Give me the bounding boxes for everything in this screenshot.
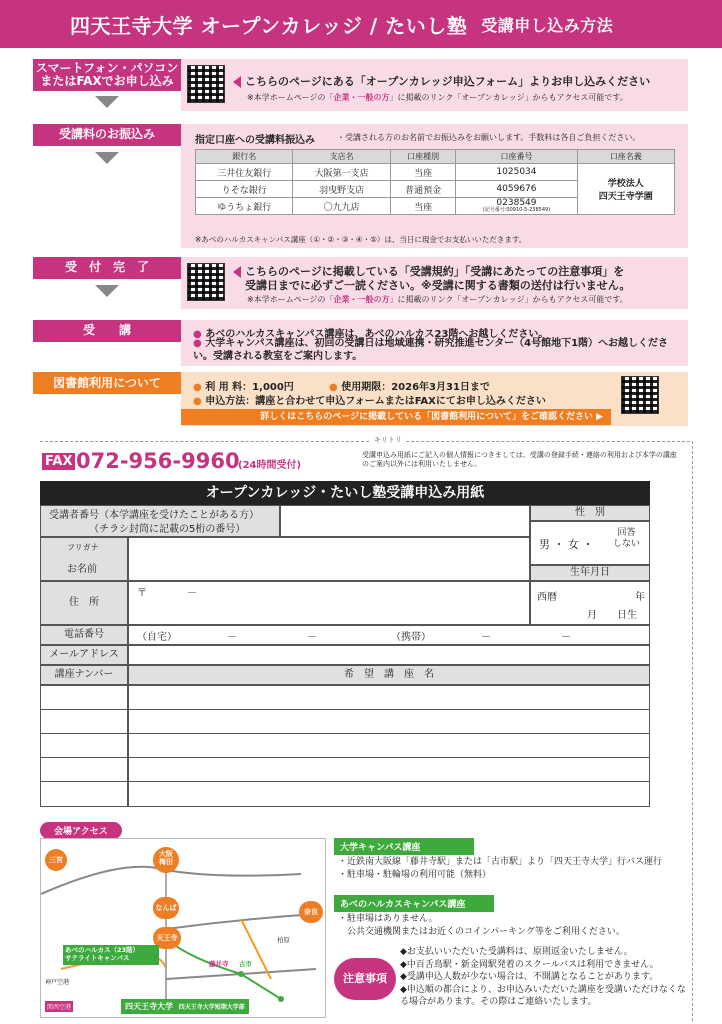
table-row: ゆうちょ銀行 〇九九店 当座 0238549 (記号番号:00910-5-238549)	[196, 198, 675, 215]
rules-line-2: 受講日までに必ずご一読ください。※受講に関する書類の送付は行いません。	[245, 279, 631, 292]
course-row-divider	[40, 781, 650, 782]
pointer-left-icon	[233, 76, 241, 88]
rules-note: ※本学ホームページの「企業・一般の方」に掲載のリンク「オープンカレッジ」からもアクセス可能です。	[247, 295, 628, 304]
phone-label: 電話番号	[40, 625, 128, 645]
station-furuichi: 古市	[239, 960, 252, 968]
step-attend-box: ● あべのハルカスキャンパス講座は、あべのハルカス23階へお越しください。 ● 大学キャンパス講座は、初回の受講日は地域連携・研究推進センター（4号館地下1階）へお越しください。受講される教室をご案内します。	[181, 320, 688, 366]
payment-footnote: ※あべのハルカスキャンパス講座（①・②・③・④・⑤）は、当日に現金でお支払いいただきます。	[195, 235, 527, 244]
payment-title-note: ・受講される方のお名前でお振込みをお願いします。手数料は各自ご負担ください。	[337, 133, 641, 142]
caution-item: ◆申込順の都合により、お申込みいただいた講座を受講いただけなくなる場合があります。その際はご連絡いたします。	[400, 984, 686, 1008]
course-name-column[interactable]	[128, 685, 650, 807]
fax-number[interactable]: 072-956-9960	[76, 449, 240, 473]
caution-item: ◆受講申込人数が少ない場合は、不開講となることがあります。	[400, 972, 659, 983]
phone-input[interactable]: （自宅） － － （携帯） － －	[128, 625, 650, 645]
library-fee: 利 用 料：1,000円	[205, 382, 294, 393]
col-holder: 口座名義	[577, 150, 674, 164]
qr-code-rules-icon[interactable]	[187, 263, 225, 301]
apply-instruction: こちらのページにある「オープンカレッジ申込フォーム」よりお申し込みください	[245, 75, 651, 88]
access-map	[40, 838, 326, 1018]
station-sannomiya: 三宮	[45, 849, 67, 871]
route-map-svg	[41, 839, 327, 1019]
gender-no-answer[interactable]: 回答 しない	[613, 528, 641, 549]
page-header	[0, 0, 722, 48]
address-label: 住 所	[40, 581, 128, 625]
cut-line-right	[692, 441, 693, 1021]
course-no-label: 講座ナンバー	[40, 665, 128, 685]
step-payment-box	[181, 124, 688, 248]
postal-mark: 〒 －	[137, 588, 197, 599]
station-namba: なんば	[153, 897, 179, 919]
library-box: ● 利 用 料：1,000円 ● 使用期限：2026年3月31日まで ● 申込方法：講座と合わせて申込フォームまたはFAXにてお申し込みください	[181, 372, 688, 426]
rail-line	[166, 914, 316, 929]
table-row: りそな銀行 羽曳野支店 普通預金 4059676	[196, 181, 675, 198]
step-complete-box	[181, 257, 688, 309]
address-input[interactable]	[128, 581, 530, 625]
down-arrow-icon	[95, 96, 119, 108]
station-marker	[238, 971, 244, 977]
course-no-column[interactable]	[40, 685, 128, 807]
caution-item: ◆中百舌鳥駅・新金岡駅発着のスクールバスは利用できません。	[400, 959, 659, 970]
gender-label: 性 別	[530, 505, 650, 521]
station-marker	[278, 996, 284, 1002]
attend-campus: 大学キャンパス講座は、初回の受講日は地域連携・研究推進センター（4号館地下1階）へお越しください。受講される教室をご案内します。	[193, 338, 669, 362]
email-input[interactable]	[128, 645, 650, 665]
harukas-campus-label: あべのハルカス（23階） サテライトキャンパス	[63, 945, 159, 965]
qr-code-library-icon[interactable]	[621, 376, 659, 414]
page-subtitle: 受講申し込み方法	[481, 15, 614, 35]
privacy-note: 受講申込み用紙にご記入の個人情報につきましては、受講の登録手続・連絡の利用および本学の講座のご案内以外には利用いたしません。	[362, 451, 677, 469]
gender-options[interactable]: 男 ・ 女 ・ 回答 しない	[530, 521, 650, 565]
rules-line-1: こちらのページに掲載している「受講規約」「受講にあたっての注意事項」を	[245, 265, 625, 278]
station-tennoji: 天王寺	[153, 927, 181, 949]
station-umeda: 大阪 梅田	[153, 847, 179, 873]
station-kashiwara: 柏原	[277, 936, 290, 944]
caution-item: ◆お支払いいただいた受講料は、原則返金いたしません。	[400, 947, 633, 957]
rail-line	[241, 919, 271, 979]
down-arrow-icon	[95, 152, 119, 164]
page-title: 四天王寺大学 オープンカレッジ / たいし塾	[70, 13, 468, 38]
pointer-left-icon	[233, 266, 241, 278]
fax-tag: FAX	[42, 453, 75, 470]
univ-access-1: ・近鉄南大阪線「藤井寺駅」または「古市駅」より「四天王寺大学」行バス運行	[338, 857, 663, 867]
course-row-divider	[40, 757, 650, 758]
fax-hours: (24時間受付)	[238, 460, 302, 471]
library-link-bar[interactable]: 詳しくはこちらのページに掲載している「図書館利用について」をご確認ください ▶	[181, 409, 611, 425]
station-nara: 奈良	[299, 901, 323, 923]
table-row: 三井住友銀行 大阪第一支店 当座 1025034 学校法人 四天王寺学園	[196, 164, 675, 181]
library-period: 使用期限：2026年3月31日まで	[341, 382, 490, 393]
student-no-label: 受講者番号（本学講座を受けたことがある方） （チラシ封筒に記載の5桁の番号）	[40, 505, 280, 537]
note-highlight[interactable]: 企業・一般の方	[333, 93, 390, 102]
cut-label: キリトリ	[370, 435, 406, 445]
col-type: 口座種別	[390, 150, 456, 164]
step-apply-label: スマートフォン・パソコン またはFAXでお申し込み	[33, 59, 181, 91]
birth-input[interactable]: 西暦 年 月 日生	[530, 581, 650, 625]
payment-title: 指定口座への受講料振込み	[195, 135, 315, 146]
note-pre: ※本学ホームページの「	[247, 93, 334, 102]
qr-code-apply-icon[interactable]	[187, 65, 225, 103]
apply-note	[247, 92, 628, 103]
attend-harukas: あべのハルカスキャンパス講座は、あべのハルカス23階へお越しください。	[205, 329, 549, 340]
form-title: オープンカレッジ・たいし塾受講申込み用紙	[40, 481, 650, 505]
course-name-label: 希 望 講 座 名	[128, 665, 650, 685]
library-label: 図書館利用について	[33, 372, 181, 394]
harukas-access-1: ・駐車場はありません。	[338, 914, 438, 924]
col-account: 口座番号	[456, 150, 577, 164]
cut-line	[40, 441, 690, 442]
name-input[interactable]	[128, 537, 530, 581]
yucho-note: (記号番号:00910-5-238549)	[482, 207, 551, 213]
course-row-divider	[40, 709, 650, 710]
harukas-campus-title: あべのハルカスキャンパス講座	[334, 895, 494, 912]
down-arrow-icon	[95, 285, 119, 297]
station-fujiidera: 藤井寺	[209, 960, 229, 968]
library-apply: 申込方法：講座と合わせて申込フォームまたはFAXにてお申し込みください	[205, 396, 546, 407]
note-post: 」に掲載のリンク「オープンカレッジ」からもアクセス可能です。	[389, 93, 628, 102]
course-row-divider	[40, 733, 650, 734]
univ-campus-title: 大学キャンパス講座	[334, 838, 474, 855]
station-kansai: 関西空港	[45, 1001, 73, 1012]
caution-list	[400, 946, 690, 1009]
step-attend-label: 受 講	[33, 320, 181, 342]
access-label: 会場アクセス	[40, 822, 122, 839]
student-no-input[interactable]	[280, 505, 530, 537]
name-label: フリガナ お名前	[40, 537, 128, 581]
university-banner: 四天王寺大学 四天王寺大学短期大学部	[121, 999, 249, 1014]
step-complete-label: 受 付 完 了	[33, 257, 181, 279]
bank-table	[195, 149, 675, 215]
step-apply-box	[181, 59, 688, 111]
univ-access-2: ・駐車場・駐輪場の利用可能（無料）	[338, 870, 492, 881]
col-branch: 支店名	[293, 150, 390, 164]
email-label: メールアドレス	[40, 645, 128, 665]
birth-label: 生年月日	[530, 565, 650, 581]
col-bank: 銀行名	[196, 150, 293, 164]
rail-line	[166, 939, 281, 999]
station-kobe-airport: 神戸空港	[45, 979, 70, 986]
caution-badge: 注意事項	[334, 958, 396, 1000]
step-payment-label: 受講料のお振込み	[33, 124, 181, 146]
harukas-access-2: 公共交通機関またはお近くのコインパーキング等をご利用ください。	[338, 927, 625, 938]
account-holder: 学校法人 四天王寺学園	[577, 164, 674, 215]
